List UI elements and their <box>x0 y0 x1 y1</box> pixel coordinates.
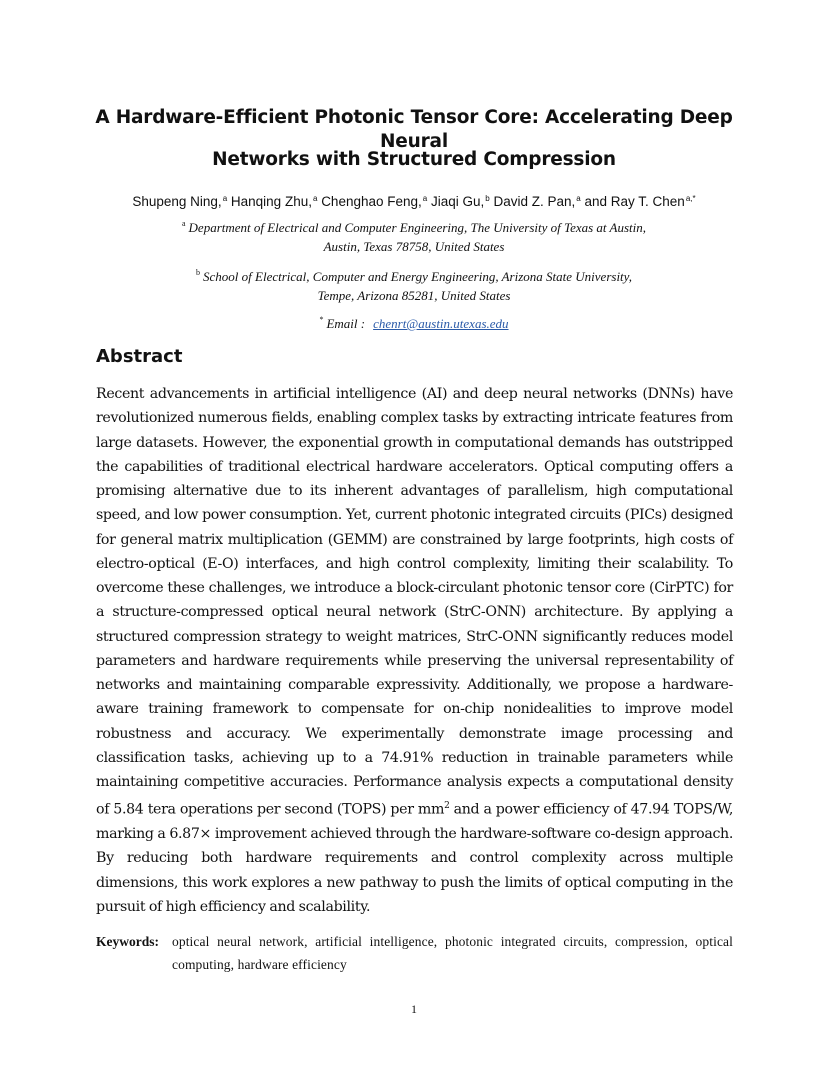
author-name: Shupeng Ning, <box>132 194 222 209</box>
paper-title-line-2: Networks with Structured Compression <box>212 149 616 170</box>
affiliation-b-text: School of Electrical, Computer and Energy Engineering, Arizona State University, <box>203 269 632 284</box>
affiliation-a-line-2: Austin, Texas 78758, United States <box>323 239 505 254</box>
email-label: Email : <box>326 316 366 331</box>
keywords-block <box>96 930 733 976</box>
author-list <box>60 189 768 212</box>
abstract-text-part-1: Recent advancements in artificial intelligence (AI) and deep neural networks (DNNs) have revolutionized numerous fields, enabling complex tasks by extracting intricate features from large datasets. However, the exponential growth in computational demands has outstripped the capabilities of traditional electrical hardware accelerators. Optical computing offers a promising alternative due to its inherent advantages of parallelism, high computational speed, and low power consumption. Yet, current photonic integrated circuits (PICs) designed for general matrix multiplication (GEMM) are constrained by large footprints, high costs of electro-optical (E-O) interfaces, and high control complexity, limiting their scalability. To overcome these challenges, we introduce a block-circulant photonic tensor core (CirPTC) for a structure-compressed optical neural network (StrC-ONN) architecture. By applying a structured compression strategy to weight matrices, StrC-ONN significantly reduces model parameters and hardware requirements while preserving the universal representability of networks and maintaining comparable expressivity. Additionally, we propose a hardware-aware training framework to compensate for on-chip nonidealities to improve model robustness and accuracy. We experimentally demonstrate image processing and classification tasks, achieving up to a 74.91% reduction in trainable parameters while maintaining competitive accuracies. Performance analysis expects a computational density of 5.84 tera operations per second (TOPS) per mm <box>96 386 733 818</box>
affiliation-b-line-1 <box>60 264 768 286</box>
affiliation-a-text: Department of Electrical and Computer Engineering, The University of Texas at Austin, <box>188 220 647 235</box>
affiliation-a-mark: a <box>181 219 186 228</box>
abstract-superscript: 2 <box>444 801 450 812</box>
keywords-text: optical neural network, artificial intelligence, photonic integrated circuits, compression, optical computing, hardware efficiency <box>172 934 733 972</box>
author-affiliation-mark: a,* <box>685 194 696 203</box>
page-number: 1 <box>411 1002 417 1016</box>
author-name: and Ray T. Chen <box>584 194 685 209</box>
author-name: David Z. Pan, <box>493 194 576 209</box>
affiliation-b-line-2: Tempe, Arizona 85281, United States <box>317 288 511 303</box>
author-name: Hanqing Zhu, <box>230 194 312 209</box>
author-affiliation-mark: a <box>422 194 428 203</box>
corresponding-email <box>60 311 768 333</box>
author-name: Jiaqi Gu, <box>430 194 485 209</box>
affiliation-b-mark: b <box>196 268 201 277</box>
abstract-text-part-2: and a power efficiency of 47.94 TOPS/W, marking a 6.87× improvement achieved through the hardware-software co-design approach. By reducing both hardware requirements and control complexity across multiple dimensions, this work explores a new pathway to push the limits of optical computing in the pursuit of high efficiency and scalability. <box>96 801 733 915</box>
paper-title-line-1: A Hardware-Efficient Photonic Tensor Core: Accelerating Deep Neural <box>95 107 733 152</box>
author-affiliation-mark: a <box>312 194 318 203</box>
author-name: Chenghao Feng, <box>321 194 422 209</box>
abstract-body <box>96 382 733 919</box>
corresponding-mark: * <box>319 315 324 324</box>
abstract-heading: Abstract <box>96 346 183 367</box>
author-affiliation-mark: b <box>485 194 490 203</box>
affiliation-a-line-1 <box>60 215 768 237</box>
email-link[interactable]: chenrt@austin.utexas.edu <box>373 316 509 331</box>
keywords-label: Keywords: <box>96 934 159 949</box>
author-affiliation-mark: a <box>576 194 581 203</box>
author-affiliation-mark: a <box>222 194 228 203</box>
